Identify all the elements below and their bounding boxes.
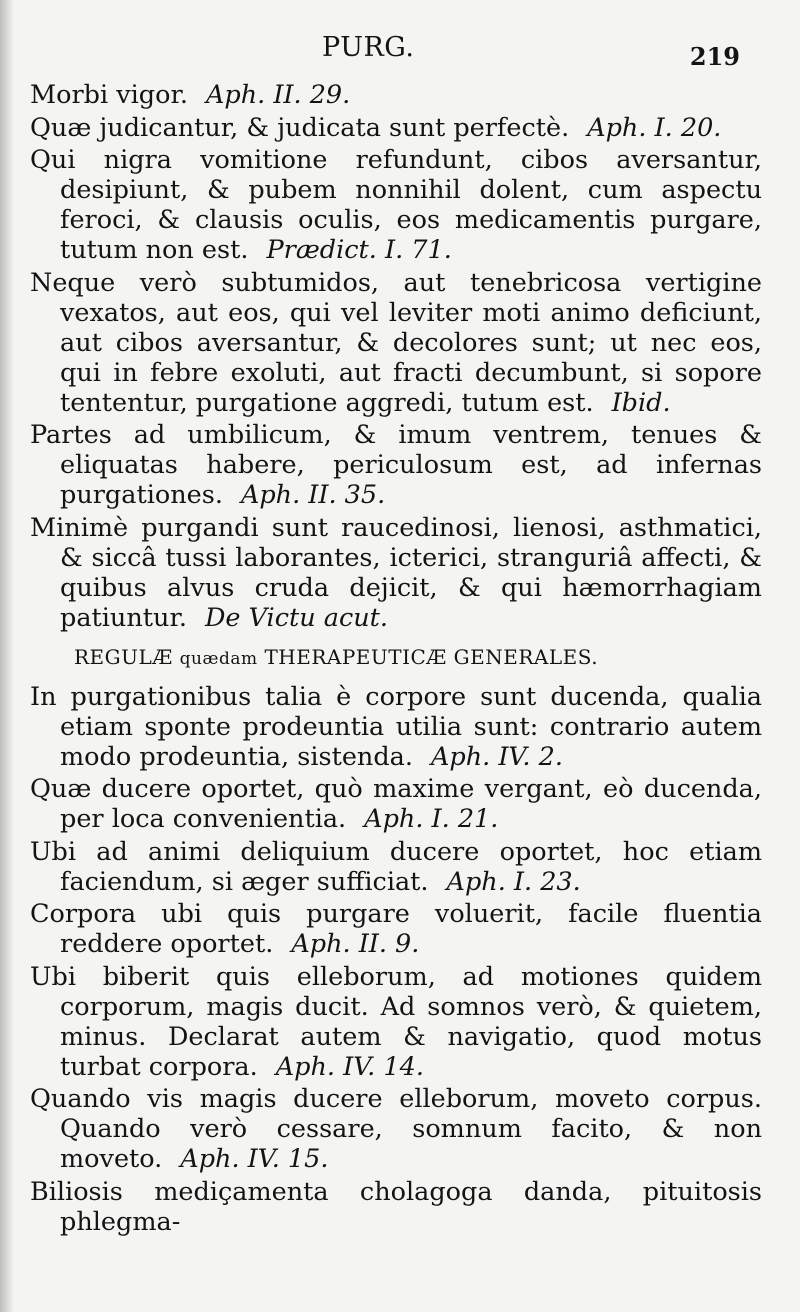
aphorism-text: Biliosis mediçamenta cholagoga danda, pituitosis phlegma- <box>30 1176 762 1237</box>
aphorism-reference: Aph. I. 21. <box>364 804 499 834</box>
aphorism-paragraph <box>30 420 762 510</box>
binding-shadow <box>0 0 14 1312</box>
aphorism-reference: Ibid. <box>611 387 671 418</box>
aphorism-text: Ubi ad animi deliquium ducere oportet, hoc etiam faciendum, si æger sufficiat. <box>30 836 762 897</box>
aphorism-reference: Aph. IV. 15. <box>180 1144 329 1174</box>
aphorism-text: Neque verò subtumidos, aut tenebricosa vertigine vexatos, aut eos, qui vel leviter moti animo deficiunt, aut cibos aversantur, & decolores sunt; ut nec eos, qui in febre exoluti, aut fracti decumbunt, si sopore tententur, purgatione aggredi, tutum est. <box>30 267 762 418</box>
aphorism-paragraph <box>30 899 762 959</box>
aphorism-paragraph <box>30 145 762 265</box>
running-head: PURG. <box>322 32 415 63</box>
aphorism-paragraph <box>30 774 762 834</box>
aphorism-text: In purgationibus talia è corpore sunt ducenda, qualia etiam sponte prodeuntia utilia sunt: contrario autem modo prodeuntia, sistenda. <box>30 681 762 772</box>
aphorism-paragraph <box>30 1084 762 1174</box>
page-number: 219 <box>689 42 740 71</box>
page-body <box>30 80 762 1239</box>
aphorism-text: Quando vis magis ducere elleborum, moveto corpus. Quando verò cessare, somnum facito, & non moveto. <box>30 1084 762 1174</box>
aphorism-paragraph <box>30 962 762 1082</box>
aphorism-text: Morbi vigor. <box>30 80 188 110</box>
aphorism-reference: Prædict. I. 71. <box>266 235 452 265</box>
aphorism-paragraph <box>30 682 762 772</box>
aphorism-text: Partes ad umbilicum, & imum ventrem, tenues & eliquatas habere, periculosum est, ad infernas purgationes. <box>30 420 762 510</box>
aphorism-text: Corpora ubi quis purgare voluerit, facile fluentia reddere oportet. <box>30 899 762 959</box>
aphorism-text: Ubi biberit quis elleborum, ad motiones quidem corporum, magis ducit. Ad somnos verò, & quietem, minus. Declarat autem & navigatio, quod motus turbat corpora. <box>30 961 762 1082</box>
aphorism-reference: Aph. II. 29. <box>205 80 351 110</box>
aphorism-reference: Aph. II. 9. <box>291 929 420 959</box>
aphorism-reference: Aph. II. 35. <box>240 480 386 510</box>
section-heading-part: REGULÆ <box>74 644 173 669</box>
aphorism-paragraph <box>30 113 762 143</box>
aphorism-paragraph <box>30 837 762 897</box>
aphorism-reference: Aph. IV. 2. <box>430 741 563 772</box>
section-heading-part: quædam <box>179 648 258 669</box>
aphorism-paragraph <box>30 80 762 110</box>
aphorism-paragraph <box>30 1177 762 1237</box>
aphorism-paragraph <box>30 513 762 633</box>
aphorism-paragraph <box>30 268 762 418</box>
section-heading-part: THERAPEUTICÆ GENERALES. <box>264 644 599 669</box>
aphorism-text: Quæ ducere oportet, quò maxime vergant, eò ducenda, per loca convenientia. <box>30 774 762 834</box>
aphorism-reference: Aph. IV. 14. <box>275 1051 424 1082</box>
aphorism-text: Minimè purgandi sunt raucedinosi, lienosi, asthmatici, & siccâ tussi laborantes, icterici, stranguriâ affecti, & quibus alvus cruda dejicit, & qui hæmorrhagiam patiuntur. <box>30 512 762 633</box>
aphorism-text: Quæ judicantur, & judicata sunt perfectè. <box>30 112 570 143</box>
aphorism-reference: De Victu acut. <box>204 602 389 633</box>
aphorism-text: Qui nigra vomitione refundunt, cibos aversantur, desipiunt, & pubem nonnihil dolent, cum aspectu feroci, & clausis oculis, eos medicamentis purgare, tutum non est. <box>30 145 762 265</box>
aphorism-reference: Aph. I. 23. <box>446 866 581 897</box>
aphorism-reference: Aph. I. 20. <box>587 112 722 143</box>
section-heading <box>74 642 762 674</box>
